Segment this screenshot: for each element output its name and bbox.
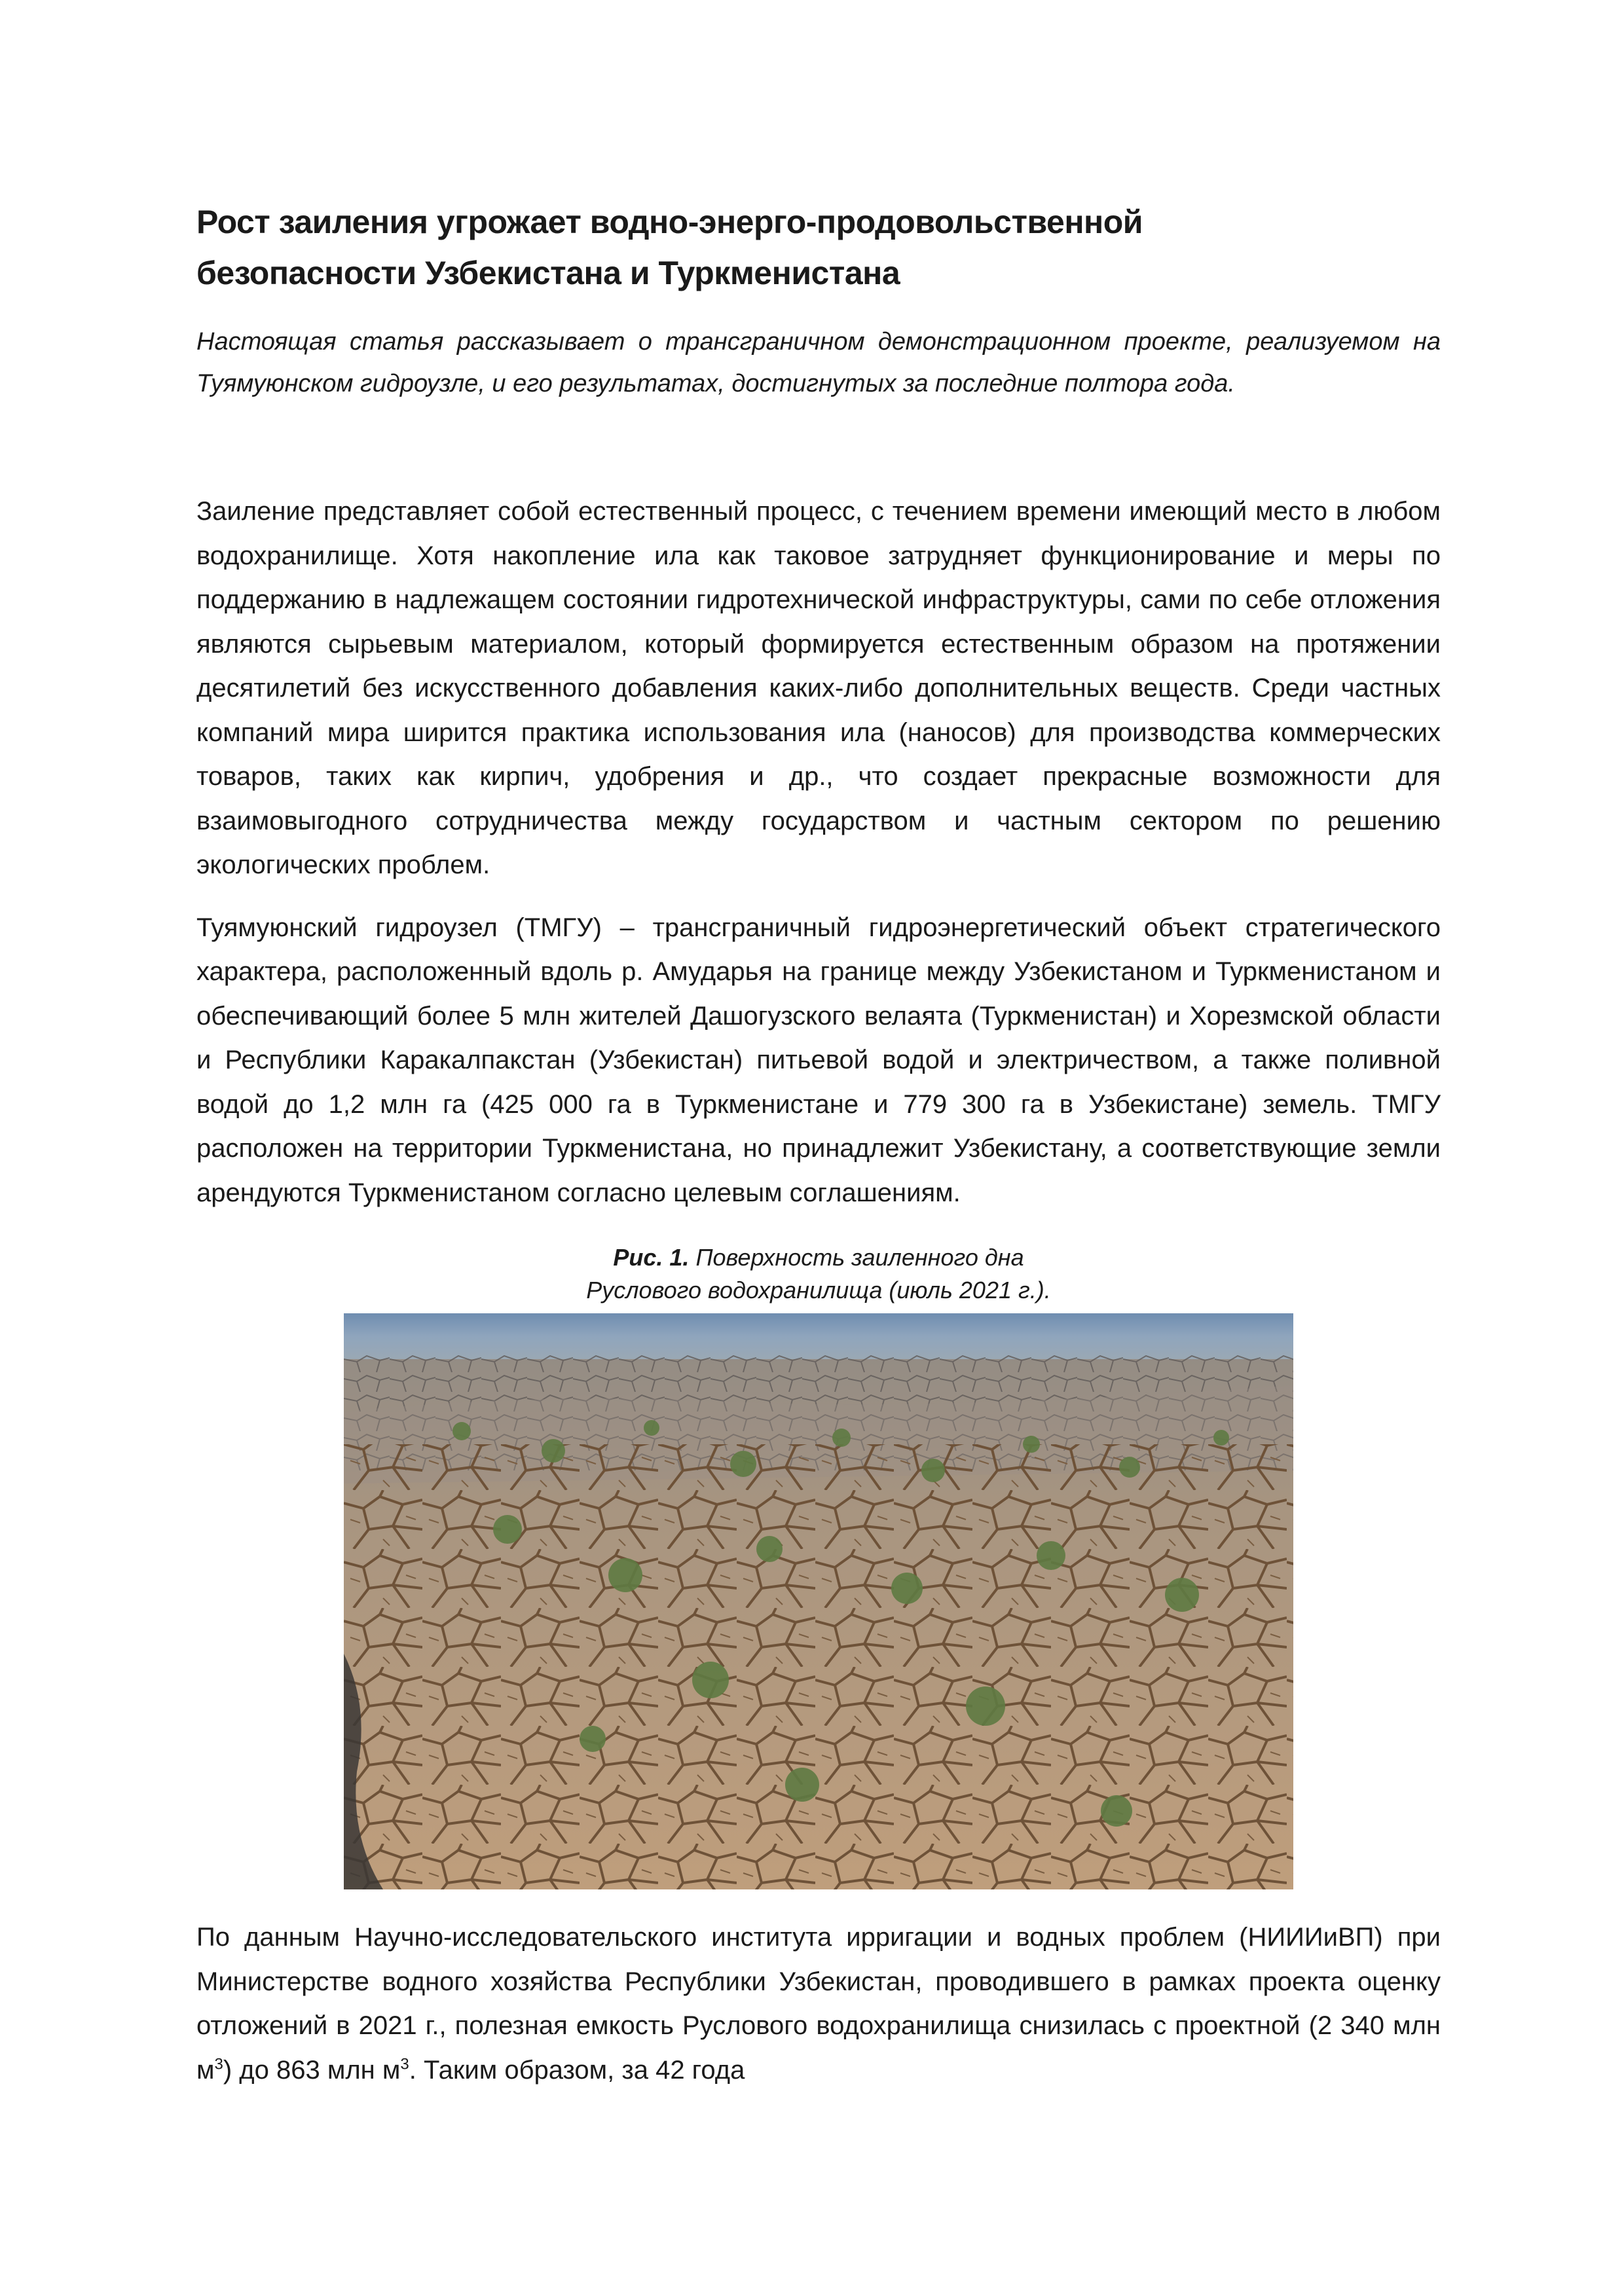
paragraph-3-part-a: По данным Научно-исследовательского института ирригации и водных проблем (НИИИиВП) при Министерстве водного хозяйства Республики Узбекистан, проводившего в рамках проекта оценку отложений в 2021 г., полезная емкость Руслового водохранилища снизилась с проектной (2 340 млн м — [196, 1923, 1441, 2085]
figure-caption-line-2: Руслового водохранилища (июль 2021 г.). — [586, 1277, 1051, 1303]
superscript-1: 3 — [214, 2055, 223, 2073]
title-line-2: безопасности Узбекистана и Туркменистана — [196, 255, 900, 291]
paragraph-3-part-b: ) до 863 млн м — [223, 2055, 401, 2085]
paragraph-3 — [196, 1916, 1441, 2092]
article-title — [196, 196, 1441, 299]
paragraph-1: Заиление представляет собой естественный процесс, с течением времени имеющий место в любом водохранилище. Хотя накопление ила как таковое затрудняет функционирование и меры по поддержанию в надлежащем состоянии гидротехнической инфраструктуры, сами по себе отложения являются сырьевым материалом, который формируется естественным образом на протяжении десятилетий без искусственного добавления каких-либо дополнительных веществ. Среди частных компаний мира ширится практика использования ила (наносов) для производства коммерческих товаров, таких как кирпич, удобрения и др., что создает прекрасные возможности для взаимовыгодного сотрудничества между государством и частным сектором по решению экологических проблем. — [196, 497, 1441, 879]
paragraph-2: Туямуюнский гидроузел (ТМГУ) – трансграничный гидроэнергетический объект стратегического характера, расположенный вдоль р. Амударья на границе между Узбекистаном и Туркменистаном и обеспечивающий более 5 млн жителей Дашогузского велаята (Туркменистан) и Хорезмской области и Республики Каракалпакстан (Узбекистан) питьевой водой и электричеством, а также поливной водой до 1,2 млн га (425 000 га в Туркменистане и 779 300 га в Узбекистане) земель. ТМГУ расположен на территории Туркменистана, но принадлежит Узбекистану, а соответствующие земли арендуются Туркменистаном согласно целевым соглашениям. — [196, 913, 1441, 1207]
figure-caption-line-1: Поверхность заиленного дна — [695, 1244, 1024, 1271]
superscript-2: 3 — [400, 2055, 409, 2073]
title-line-1: Рост заиления угрожает водно-энерго-продовольственной — [196, 204, 1143, 240]
silted-reservoir-photo — [344, 1313, 1293, 1889]
article — [196, 196, 1441, 2092]
figure-caption — [196, 1241, 1441, 1307]
paragraph-3-part-c: . Таким образом, за 42 года — [409, 2055, 745, 2085]
figure-label: Рис. 1. — [613, 1244, 690, 1271]
article-lead: Настоящая статья рассказывает о трансграничном демонстрационном проекте, реализуемом на Туямуюнском гидроузле, и его результатах, достигнутых за последние полтора года. — [196, 328, 1441, 397]
